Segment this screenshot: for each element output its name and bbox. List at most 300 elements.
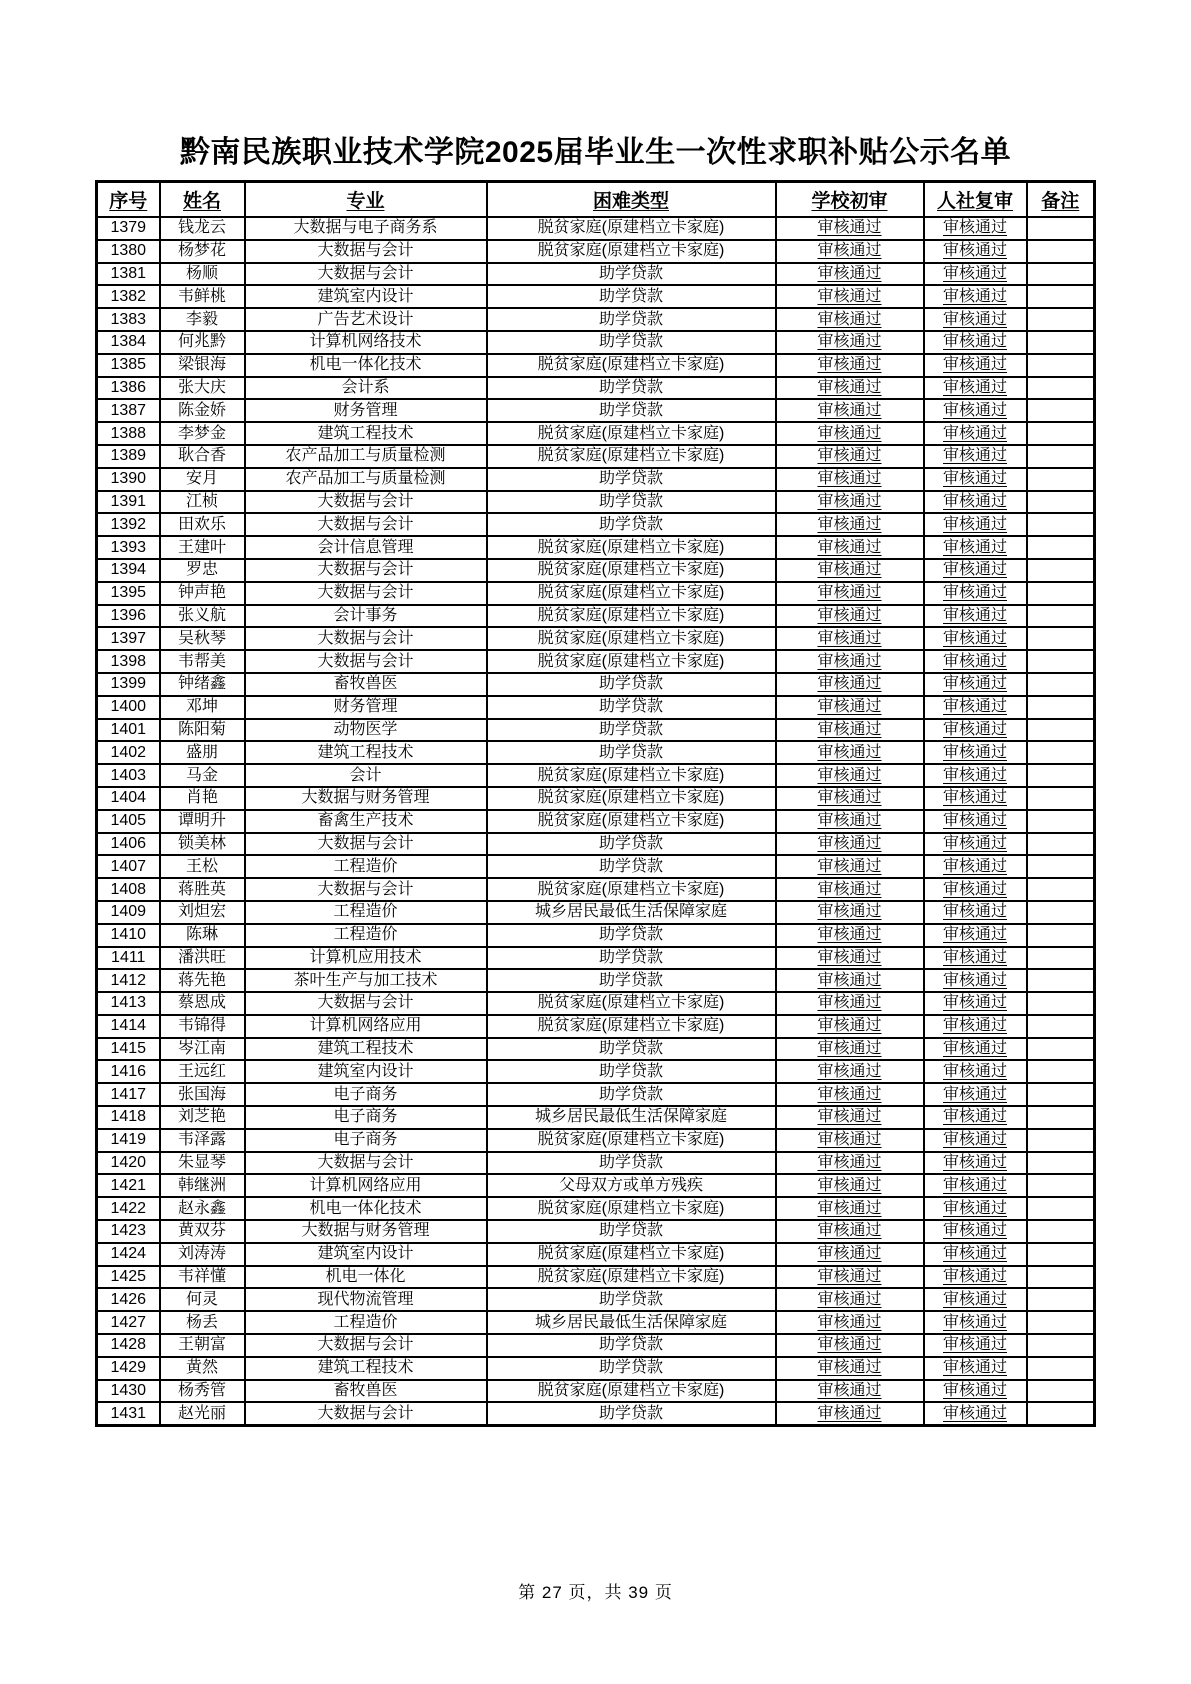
cell-hr-review xyxy=(924,1060,1027,1083)
cell-remark xyxy=(1027,787,1095,810)
table-row xyxy=(97,1038,1095,1061)
cell-major: 畜牧兽医 xyxy=(245,673,487,696)
cell-serial: 1402 xyxy=(97,741,160,764)
table-row xyxy=(97,491,1095,514)
table-row xyxy=(97,719,1095,742)
cell-name: 韩继洲 xyxy=(160,1174,245,1197)
cell-school-review xyxy=(776,217,924,240)
cell-serial: 1404 xyxy=(97,787,160,810)
cell-serial: 1417 xyxy=(97,1083,160,1106)
cell-major: 机电一体化技术 xyxy=(245,354,487,377)
table-row xyxy=(97,354,1095,377)
review-status-text: 审核通过 xyxy=(817,629,882,647)
review-status-text: 审核通过 xyxy=(817,310,882,328)
cell-name: 钟声艳 xyxy=(160,582,245,605)
table-row xyxy=(97,1015,1095,1038)
cell-school-review xyxy=(776,992,924,1015)
column-header-school-review-label: 学校初审 xyxy=(811,191,888,212)
cell-major: 现代物流管理 xyxy=(245,1288,487,1311)
review-status-text: 审核通过 xyxy=(817,880,882,898)
table-row xyxy=(97,285,1095,308)
review-status-text: 审核通过 xyxy=(942,1154,1007,1172)
review-status-text: 审核通过 xyxy=(942,948,1007,966)
column-header-name xyxy=(160,182,245,218)
cell-difficulty-type: 助学贷款 xyxy=(487,399,776,422)
cell-hr-review xyxy=(924,810,1027,833)
cell-school-review xyxy=(776,627,924,650)
review-status-text: 审核通过 xyxy=(817,447,882,465)
cell-school-review xyxy=(776,787,924,810)
cell-difficulty-type: 脱贫家庭(原建档立卡家庭) xyxy=(487,605,776,628)
cell-difficulty-type: 助学贷款 xyxy=(487,947,776,970)
cell-difficulty-type: 脱贫家庭(原建档立卡家庭) xyxy=(487,787,776,810)
cell-hr-review xyxy=(924,992,1027,1015)
cell-school-review xyxy=(776,1038,924,1061)
cell-difficulty-type: 助学贷款 xyxy=(487,1402,776,1425)
cell-serial: 1398 xyxy=(97,650,160,673)
cell-name: 韦锦得 xyxy=(160,1015,245,1038)
cell-difficulty-type: 助学贷款 xyxy=(487,1220,776,1243)
cell-remark xyxy=(1027,354,1095,377)
review-status-text: 审核通过 xyxy=(817,1382,882,1400)
table-row xyxy=(97,764,1095,787)
cell-serial: 1428 xyxy=(97,1334,160,1357)
cell-remark xyxy=(1027,650,1095,673)
cell-school-review xyxy=(776,741,924,764)
review-status-text: 审核通过 xyxy=(942,629,1007,647)
table-row xyxy=(97,673,1095,696)
cell-remark xyxy=(1027,468,1095,491)
review-status-text: 审核通过 xyxy=(817,1154,882,1172)
review-status-text: 审核通过 xyxy=(942,287,1007,305)
cell-remark xyxy=(1027,1197,1095,1220)
table-row xyxy=(97,331,1095,354)
table-row xyxy=(97,741,1095,764)
cell-remark xyxy=(1027,1060,1095,1083)
review-status-text: 审核通过 xyxy=(942,1040,1007,1058)
review-status-text: 审核通过 xyxy=(817,1313,882,1331)
review-status-text: 审核通过 xyxy=(817,1404,882,1422)
cell-difficulty-type: 脱贫家庭(原建档立卡家庭) xyxy=(487,445,776,468)
review-status-text: 审核通过 xyxy=(942,1199,1007,1217)
review-status-text: 审核通过 xyxy=(942,743,1007,761)
cell-name: 锁美林 xyxy=(160,833,245,856)
cell-name: 刘涛涛 xyxy=(160,1243,245,1266)
table-row xyxy=(97,855,1095,878)
cell-hr-review xyxy=(924,263,1027,286)
cell-school-review xyxy=(776,1334,924,1357)
review-status-text: 审核通过 xyxy=(817,926,882,944)
cell-major: 动物医学 xyxy=(245,719,487,742)
cell-major: 建筑工程技术 xyxy=(245,1038,487,1061)
cell-major: 大数据与财务管理 xyxy=(245,1220,487,1243)
cell-name: 王远红 xyxy=(160,1060,245,1083)
cell-school-review xyxy=(776,1402,924,1425)
cell-name: 王松 xyxy=(160,855,245,878)
column-header-remark-label: 备注 xyxy=(1041,191,1080,212)
review-status-text: 审核通过 xyxy=(817,378,882,396)
cell-hr-review xyxy=(924,878,1027,901)
cell-major: 建筑工程技术 xyxy=(245,1357,487,1380)
review-status-text: 审核通过 xyxy=(817,812,882,830)
table-row xyxy=(97,1220,1095,1243)
review-status-text: 审核通过 xyxy=(817,698,882,716)
review-status-text: 审核通过 xyxy=(817,789,882,807)
cell-name: 陈琳 xyxy=(160,924,245,947)
cell-school-review xyxy=(776,1152,924,1175)
cell-name: 黄然 xyxy=(160,1357,245,1380)
review-status-text: 审核通过 xyxy=(817,994,882,1012)
review-status-text: 审核通过 xyxy=(942,1245,1007,1263)
cell-remark xyxy=(1027,1266,1095,1289)
column-header-remark xyxy=(1027,182,1095,218)
cell-school-review xyxy=(776,1174,924,1197)
review-status-text: 审核通过 xyxy=(817,264,882,282)
cell-serial: 1384 xyxy=(97,331,160,354)
cell-remark xyxy=(1027,399,1095,422)
cell-school-review xyxy=(776,1060,924,1083)
cell-name: 张国海 xyxy=(160,1083,245,1106)
cell-remark xyxy=(1027,969,1095,992)
review-status-text: 审核通过 xyxy=(817,606,882,624)
cell-serial: 1415 xyxy=(97,1038,160,1061)
table-row xyxy=(97,1243,1095,1266)
cell-serial: 1401 xyxy=(97,719,160,742)
review-status-text: 审核通过 xyxy=(942,310,1007,328)
cell-name: 黄双芬 xyxy=(160,1220,245,1243)
cell-major: 计算机网络技术 xyxy=(245,331,487,354)
cell-major: 工程造价 xyxy=(245,1311,487,1334)
cell-remark xyxy=(1027,263,1095,286)
cell-remark xyxy=(1027,1380,1095,1403)
cell-serial: 1380 xyxy=(97,240,160,263)
review-status-text: 审核通过 xyxy=(817,1199,882,1217)
cell-school-review xyxy=(776,969,924,992)
cell-major: 大数据与会计 xyxy=(245,559,487,582)
review-status-text: 审核通过 xyxy=(817,333,882,351)
cell-major: 茶叶生产与加工技术 xyxy=(245,969,487,992)
cell-major: 大数据与电子商务系 xyxy=(245,217,487,240)
cell-serial: 1425 xyxy=(97,1266,160,1289)
cell-remark xyxy=(1027,1243,1095,1266)
cell-remark xyxy=(1027,1220,1095,1243)
cell-major: 建筑室内设计 xyxy=(245,1060,487,1083)
cell-school-review xyxy=(776,1197,924,1220)
review-status-text: 审核通过 xyxy=(817,652,882,670)
column-header-difficulty-type-label: 困难类型 xyxy=(592,191,669,212)
cell-remark xyxy=(1027,696,1095,719)
cell-remark xyxy=(1027,947,1095,970)
cell-serial: 1392 xyxy=(97,513,160,536)
cell-major: 农产品加工与质量检测 xyxy=(245,468,487,491)
cell-serial: 1393 xyxy=(97,536,160,559)
review-status-text: 审核通过 xyxy=(942,1268,1007,1286)
review-status-text: 审核通过 xyxy=(942,720,1007,738)
review-status-text: 审核通过 xyxy=(942,1313,1007,1331)
cell-name: 耿合香 xyxy=(160,445,245,468)
cell-hr-review xyxy=(924,1015,1027,1038)
review-status-text: 审核通过 xyxy=(817,971,882,989)
review-status-text: 审核通过 xyxy=(942,1404,1007,1422)
cell-difficulty-type: 助学贷款 xyxy=(487,1083,776,1106)
cell-hr-review xyxy=(924,650,1027,673)
cell-remark xyxy=(1027,217,1095,240)
review-status-text: 审核通过 xyxy=(942,561,1007,579)
cell-remark xyxy=(1027,1174,1095,1197)
cell-difficulty-type: 脱贫家庭(原建档立卡家庭) xyxy=(487,627,776,650)
cell-difficulty-type: 脱贫家庭(原建档立卡家庭) xyxy=(487,354,776,377)
cell-hr-review xyxy=(924,901,1027,924)
cell-name: 何灵 xyxy=(160,1288,245,1311)
review-status-text: 审核通过 xyxy=(942,971,1007,989)
cell-name: 杨梦花 xyxy=(160,240,245,263)
cell-remark xyxy=(1027,901,1095,924)
cell-serial: 1426 xyxy=(97,1288,160,1311)
cell-hr-review xyxy=(924,217,1027,240)
cell-hr-review xyxy=(924,1106,1027,1129)
cell-serial: 1395 xyxy=(97,582,160,605)
cell-serial: 1413 xyxy=(97,992,160,1015)
review-status-text: 审核通过 xyxy=(817,1176,882,1194)
cell-difficulty-type: 脱贫家庭(原建档立卡家庭) xyxy=(487,217,776,240)
cell-remark xyxy=(1027,1311,1095,1334)
cell-major: 财务管理 xyxy=(245,696,487,719)
review-status-text: 审核通过 xyxy=(817,492,882,510)
cell-school-review xyxy=(776,377,924,400)
cell-major: 会计系 xyxy=(245,377,487,400)
cell-school-review xyxy=(776,240,924,263)
cell-remark xyxy=(1027,878,1095,901)
review-status-text: 审核通过 xyxy=(817,720,882,738)
cell-remark xyxy=(1027,1083,1095,1106)
review-status-text: 审核通过 xyxy=(817,584,882,602)
table-row xyxy=(97,627,1095,650)
cell-hr-review xyxy=(924,947,1027,970)
cell-major: 大数据与会计 xyxy=(245,491,487,514)
review-status-text: 审核通过 xyxy=(817,948,882,966)
cell-hr-review xyxy=(924,924,1027,947)
review-status-text: 审核通过 xyxy=(817,1108,882,1126)
cell-school-review xyxy=(776,422,924,445)
cell-school-review xyxy=(776,696,924,719)
cell-major: 畜禽生产技术 xyxy=(245,810,487,833)
table-row xyxy=(97,1311,1095,1334)
cell-remark xyxy=(1027,1038,1095,1061)
cell-name: 安月 xyxy=(160,468,245,491)
cell-difficulty-type: 脱贫家庭(原建档立卡家庭) xyxy=(487,1380,776,1403)
cell-serial: 1430 xyxy=(97,1380,160,1403)
table-row xyxy=(97,1380,1095,1403)
cell-major: 计算机网络应用 xyxy=(245,1174,487,1197)
table-row xyxy=(97,399,1095,422)
cell-hr-review xyxy=(924,855,1027,878)
cell-hr-review xyxy=(924,285,1027,308)
cell-name: 钱龙云 xyxy=(160,217,245,240)
cell-school-review xyxy=(776,924,924,947)
cell-hr-review xyxy=(924,1083,1027,1106)
cell-hr-review xyxy=(924,1334,1027,1357)
cell-hr-review xyxy=(924,308,1027,331)
cell-serial: 1390 xyxy=(97,468,160,491)
table-row xyxy=(97,810,1095,833)
table-row xyxy=(97,1266,1095,1289)
review-status-text: 审核通过 xyxy=(942,470,1007,488)
cell-name: 杨顺 xyxy=(160,263,245,286)
cell-hr-review xyxy=(924,582,1027,605)
cell-major: 电子商务 xyxy=(245,1106,487,1129)
review-status-text: 审核通过 xyxy=(817,1359,882,1377)
cell-name: 陈阳菊 xyxy=(160,719,245,742)
table-row xyxy=(97,263,1095,286)
cell-school-review xyxy=(776,1266,924,1289)
table-row xyxy=(97,1174,1095,1197)
review-status-text: 审核通过 xyxy=(942,515,1007,533)
cell-remark xyxy=(1027,1129,1095,1152)
review-status-text: 审核通过 xyxy=(942,675,1007,693)
cell-hr-review xyxy=(924,445,1027,468)
review-status-text: 审核通过 xyxy=(817,766,882,784)
cell-hr-review xyxy=(924,559,1027,582)
cell-name: 梁银海 xyxy=(160,354,245,377)
review-status-text: 审核通过 xyxy=(817,538,882,556)
cell-remark xyxy=(1027,627,1095,650)
cell-name: 江桢 xyxy=(160,491,245,514)
review-status-text: 审核通过 xyxy=(942,606,1007,624)
cell-major: 大数据与会计 xyxy=(245,1402,487,1425)
review-status-text: 审核通过 xyxy=(942,424,1007,442)
cell-major: 大数据与会计 xyxy=(245,263,487,286)
cell-hr-review xyxy=(924,627,1027,650)
cell-serial: 1416 xyxy=(97,1060,160,1083)
cell-difficulty-type: 脱贫家庭(原建档立卡家庭) xyxy=(487,992,776,1015)
cell-school-review xyxy=(776,878,924,901)
cell-major: 建筑工程技术 xyxy=(245,422,487,445)
cell-name: 潘洪旺 xyxy=(160,947,245,970)
review-status-text: 审核通过 xyxy=(942,994,1007,1012)
cell-remark xyxy=(1027,491,1095,514)
cell-hr-review xyxy=(924,331,1027,354)
table-row xyxy=(97,1402,1095,1425)
table-row xyxy=(97,924,1095,947)
cell-remark xyxy=(1027,719,1095,742)
cell-remark xyxy=(1027,559,1095,582)
cell-serial: 1419 xyxy=(97,1129,160,1152)
cell-hr-review xyxy=(924,673,1027,696)
cell-major: 财务管理 xyxy=(245,399,487,422)
column-header-name-label: 姓名 xyxy=(182,191,221,212)
cell-remark xyxy=(1027,1334,1095,1357)
cell-school-review xyxy=(776,468,924,491)
review-status-text: 审核通过 xyxy=(817,219,882,237)
review-status-text: 审核通过 xyxy=(942,1017,1007,1035)
cell-major: 大数据与会计 xyxy=(245,833,487,856)
cell-name: 罗忠 xyxy=(160,559,245,582)
cell-major: 电子商务 xyxy=(245,1129,487,1152)
table-row xyxy=(97,468,1095,491)
cell-hr-review xyxy=(924,491,1027,514)
review-status-text: 审核通过 xyxy=(817,1245,882,1263)
cell-serial: 1411 xyxy=(97,947,160,970)
cell-hr-review xyxy=(924,833,1027,856)
review-status-text: 审核通过 xyxy=(942,401,1007,419)
cell-remark xyxy=(1027,582,1095,605)
table-row xyxy=(97,445,1095,468)
cell-hr-review xyxy=(924,468,1027,491)
review-status-text: 审核通过 xyxy=(942,857,1007,875)
review-status-text: 审核通过 xyxy=(942,378,1007,396)
review-status-text: 审核通过 xyxy=(942,1062,1007,1080)
subsidy-roster-table xyxy=(95,180,1096,1427)
cell-name: 邓坤 xyxy=(160,696,245,719)
cell-major: 农产品加工与质量检测 xyxy=(245,445,487,468)
review-status-text: 审核通过 xyxy=(942,447,1007,465)
cell-serial: 1418 xyxy=(97,1106,160,1129)
cell-difficulty-type: 脱贫家庭(原建档立卡家庭) xyxy=(487,1015,776,1038)
table-row xyxy=(97,878,1095,901)
review-status-text: 审核通过 xyxy=(817,1017,882,1035)
cell-difficulty-type: 助学贷款 xyxy=(487,285,776,308)
cell-remark xyxy=(1027,513,1095,536)
table-row xyxy=(97,1288,1095,1311)
cell-remark xyxy=(1027,1402,1095,1425)
review-status-text: 审核通过 xyxy=(942,652,1007,670)
table-row xyxy=(97,1060,1095,1083)
cell-hr-review xyxy=(924,240,1027,263)
cell-remark xyxy=(1027,741,1095,764)
cell-hr-review xyxy=(924,399,1027,422)
cell-major: 大数据与会计 xyxy=(245,878,487,901)
cell-difficulty-type: 脱贫家庭(原建档立卡家庭) xyxy=(487,1243,776,1266)
cell-name: 刘炟宏 xyxy=(160,901,245,924)
cell-school-review xyxy=(776,855,924,878)
cell-remark xyxy=(1027,1015,1095,1038)
cell-school-review xyxy=(776,399,924,422)
cell-name: 刘芝艳 xyxy=(160,1106,245,1129)
cell-school-review xyxy=(776,764,924,787)
cell-hr-review xyxy=(924,1038,1027,1061)
cell-hr-review xyxy=(924,764,1027,787)
cell-remark xyxy=(1027,445,1095,468)
cell-major: 建筑室内设计 xyxy=(245,1243,487,1266)
cell-school-review xyxy=(776,1106,924,1129)
cell-difficulty-type: 助学贷款 xyxy=(487,969,776,992)
table-row xyxy=(97,1334,1095,1357)
table-row xyxy=(97,1197,1095,1220)
review-status-text: 审核通过 xyxy=(942,1290,1007,1308)
table-row xyxy=(97,696,1095,719)
cell-serial: 1431 xyxy=(97,1402,160,1425)
review-status-text: 审核通过 xyxy=(817,515,882,533)
table-row xyxy=(97,422,1095,445)
column-header-serial xyxy=(97,182,160,218)
cell-name: 王朝富 xyxy=(160,1334,245,1357)
cell-school-review xyxy=(776,491,924,514)
cell-name: 张大庆 xyxy=(160,377,245,400)
cell-remark xyxy=(1027,855,1095,878)
cell-hr-review xyxy=(924,741,1027,764)
table-row xyxy=(97,650,1095,673)
review-status-text: 审核通过 xyxy=(942,333,1007,351)
table-row xyxy=(97,1152,1095,1175)
cell-school-review xyxy=(776,331,924,354)
cell-hr-review xyxy=(924,377,1027,400)
cell-serial: 1387 xyxy=(97,399,160,422)
cell-difficulty-type: 助学贷款 xyxy=(487,673,776,696)
cell-serial: 1421 xyxy=(97,1174,160,1197)
table-row xyxy=(97,1083,1095,1106)
cell-school-review xyxy=(776,445,924,468)
cell-remark xyxy=(1027,240,1095,263)
